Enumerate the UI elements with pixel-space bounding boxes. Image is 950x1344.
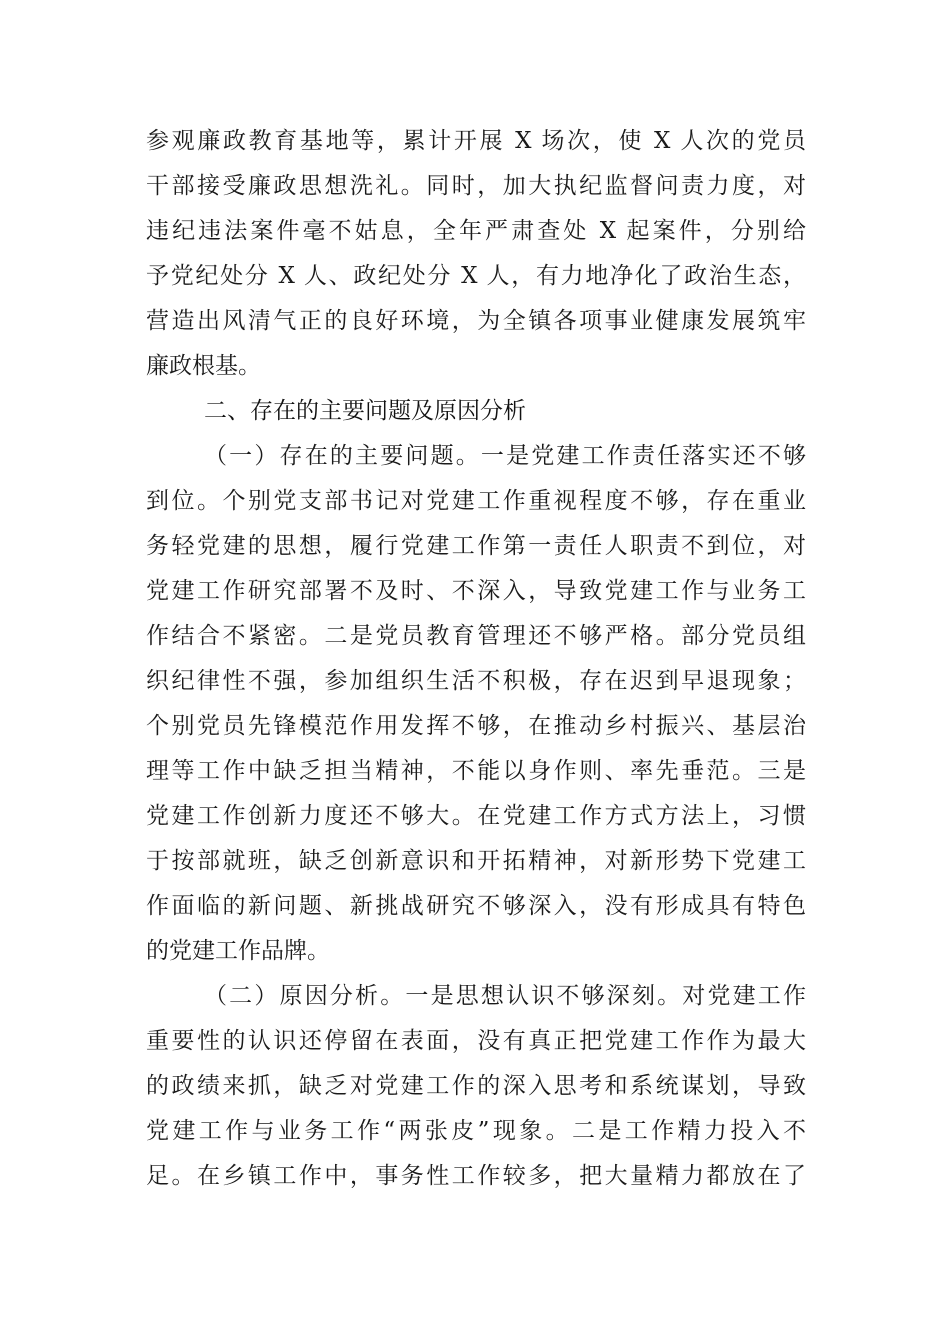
section-heading: 二、存在的主要问题及原因分析 [204,398,526,424]
text-line: 足。在乡镇工作中，事务性工作较多，把大量精力都放在了 [146,1163,806,1189]
text-line: 重要性的认识还停留在表面，没有真正把党建工作作为最大 [146,1028,806,1054]
text-line: 党建工作研究部署不及时、不深入，导致党建工作与业务工 [146,578,806,604]
text-line: 参观廉政教育基地等，累计开展 X 场次，使 X 人次的党员 [146,128,806,154]
text-line: （一）存在的主要问题。一是党建工作责任落实还不够 [204,443,806,469]
text-line: 于按部就班，缺乏创新意识和开拓精神，对新形势下党建工 [146,848,806,874]
text-line: 作结合不紧密。二是党员教育管理还不够严格。部分党员组 [146,623,806,649]
text-line: 违纪违法案件毫不姑息，全年严肃查处 X 起案件，分别给 [146,218,806,244]
text-line: 干部接受廉政思想洗礼。同时，加大执纪监督问责力度，对 [146,173,806,199]
text-line: 党建工作创新力度还不够大。在党建工作方式方法上，习惯 [146,803,806,829]
text-line: 廉政根基。 [146,353,261,379]
text-line: 理等工作中缺乏担当精神，不能以身作则、率先垂范。三是 [146,758,806,784]
text-line: 织纪律性不强，参加组织生活不积极，存在迟到早退现象； [146,668,806,694]
text-line: （二）原因分析。一是思想认识不够深刻。对党建工作 [204,983,806,1009]
text-line: 作面临的新问题、新挑战研究不够深入，没有形成具有特色 [146,893,806,919]
text-line: 予党纪处分 X 人、政纪处分 X 人，有力地净化了政治生态， [146,263,806,289]
text-line: 的政绩来抓，缺乏对党建工作的深入思考和系统谋划，导致 [146,1073,806,1099]
text-line: 党建工作与业务工作“两张皮”现象。二是工作精力投入不 [146,1118,806,1144]
text-line: 营造出风清气正的良好环境，为全镇各项事业健康发展筑牢 [146,308,806,334]
text-line: 到位。个别党支部书记对党建工作重视程度不够，存在重业 [146,488,806,514]
text-line: 的党建工作品牌。 [146,938,330,964]
text-line: 个别党员先锋模范作用发挥不够，在推动乡村振兴、基层治 [146,713,806,739]
text-line: 务轻党建的思想，履行党建工作第一责任人职责不到位，对 [146,533,806,559]
